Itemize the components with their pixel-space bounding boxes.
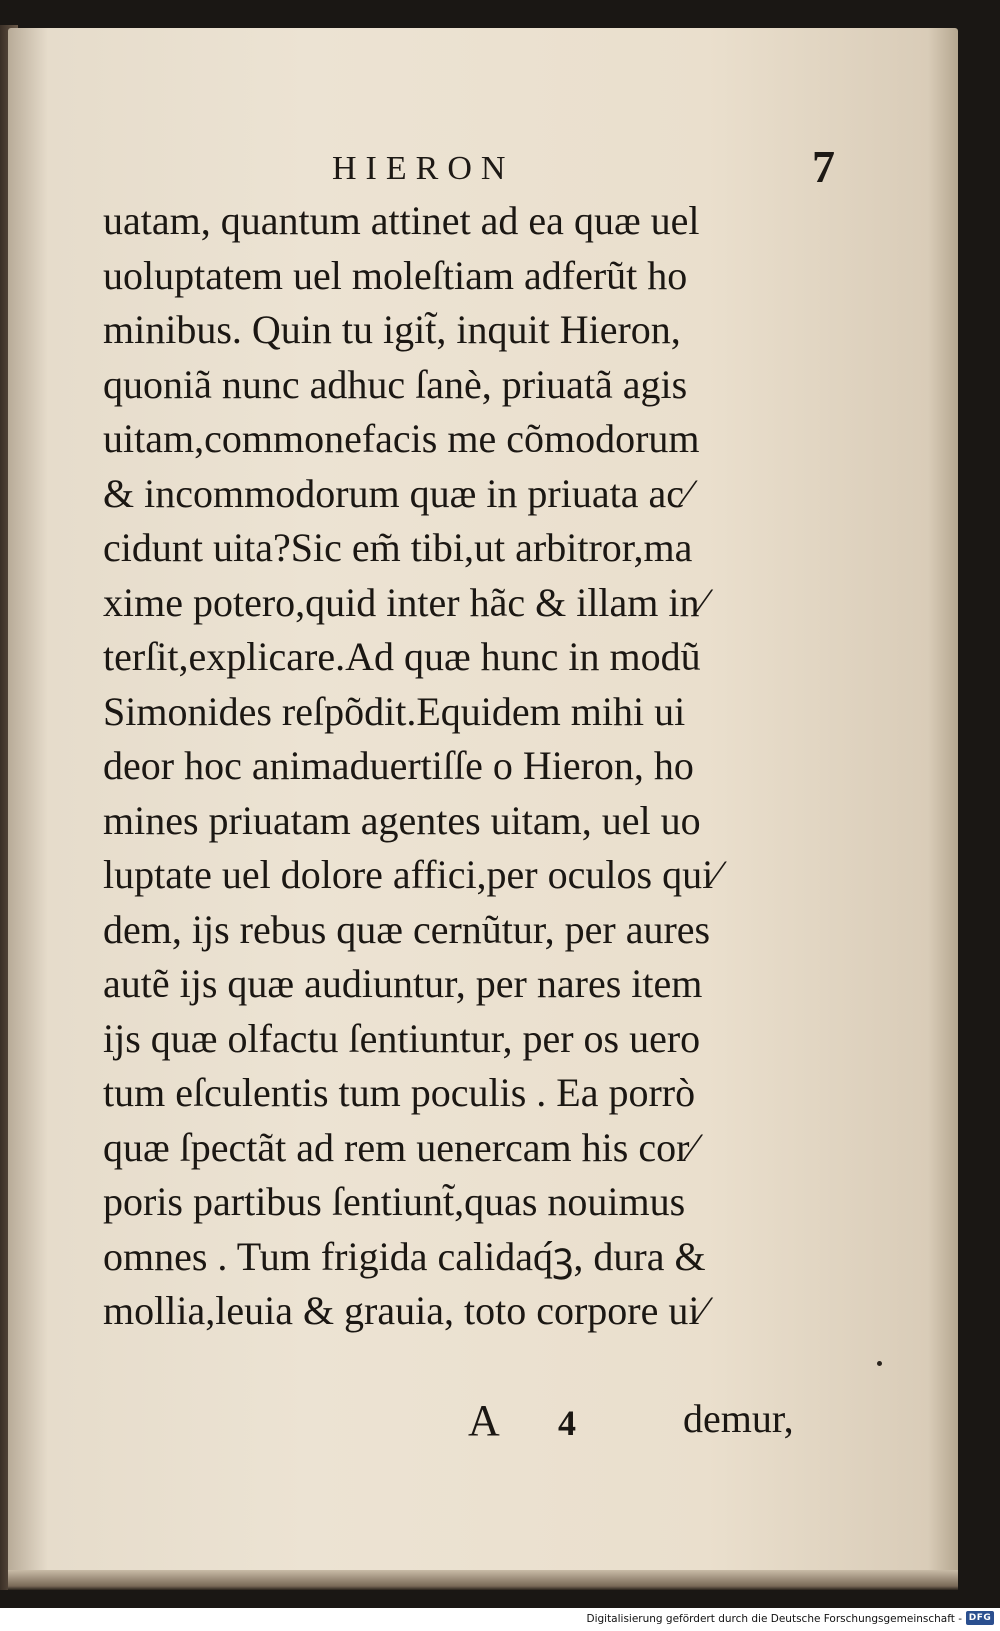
dfg-logo-icon: DFG [966,1611,994,1625]
digitization-credit: Digitalisierung gefördert durch die Deutsche Forschungsgemeinschaft - [586,1613,962,1625]
text-line: ijs quæ olfactu ſentiuntur, per os uero [103,1015,701,1061]
running-head: HIERON [332,150,515,187]
text-line: tum eſculentis tum poculis . Ea porrò [103,1070,696,1115]
text-line: & incommodorum quæ in priuata ac⁄ [103,470,691,516]
text-line: uoluptatem uel moleſtiam adferũt ho [103,252,688,298]
text-line: quæ ſpectãt ad rem uenercam his cor⁄ [103,1124,697,1170]
text-line: terſit,explicare.Ad quæ hunc in modũ [103,634,701,679]
text-line: deor hoc animaduertiſſe o Hieron, ho [103,743,694,788]
body-text [103,194,823,1339]
signature-number: 4 [558,1403,576,1443]
text-line: xime potero,quid inter hãc & illam in⁄ [103,579,707,625]
text-line: omnes . Tum frigida calidaq́ꝫ, dura & [103,1233,706,1279]
page-bottom-edge [8,1570,958,1590]
page-number: 7 [812,141,835,192]
text-line: poris partibus ſentiunt̃,quas nouimus [103,1179,686,1224]
catchword: demur, [683,1396,794,1441]
signature-mark: A [468,1396,500,1445]
text-line: mollia,leuia & grauia, toto corpore ui⁄ [103,1288,707,1333]
text-line: quoniã nunc adhuc ſanè, priuatã agis [103,361,688,407]
text-line: minibus. Quin tu igit̃, inquit Hieron, [103,307,681,352]
text-line: uitam,commonefacis me cõmodorum [103,416,700,461]
text-line: mines priuatam agentes uitam, uel uo [103,797,701,843]
text-line: uatam, quantum attinet ad ea quæ uel [103,198,700,243]
text-line: luptate uel dolore affici,per oculos qui⁄ [103,852,720,897]
margin-mark [877,1361,882,1366]
text-line: dem, ijs rebus quæ cernũtur, per aures [103,906,711,952]
text-line: autẽ ijs quæ audiuntur, per nares item [103,961,703,1006]
text-line: Simonides reſpõdit.Equidem mihi ui [103,688,686,734]
text-line: cidunt uita?Sic em̃ tibi,ut arbitror,ma [103,525,693,570]
